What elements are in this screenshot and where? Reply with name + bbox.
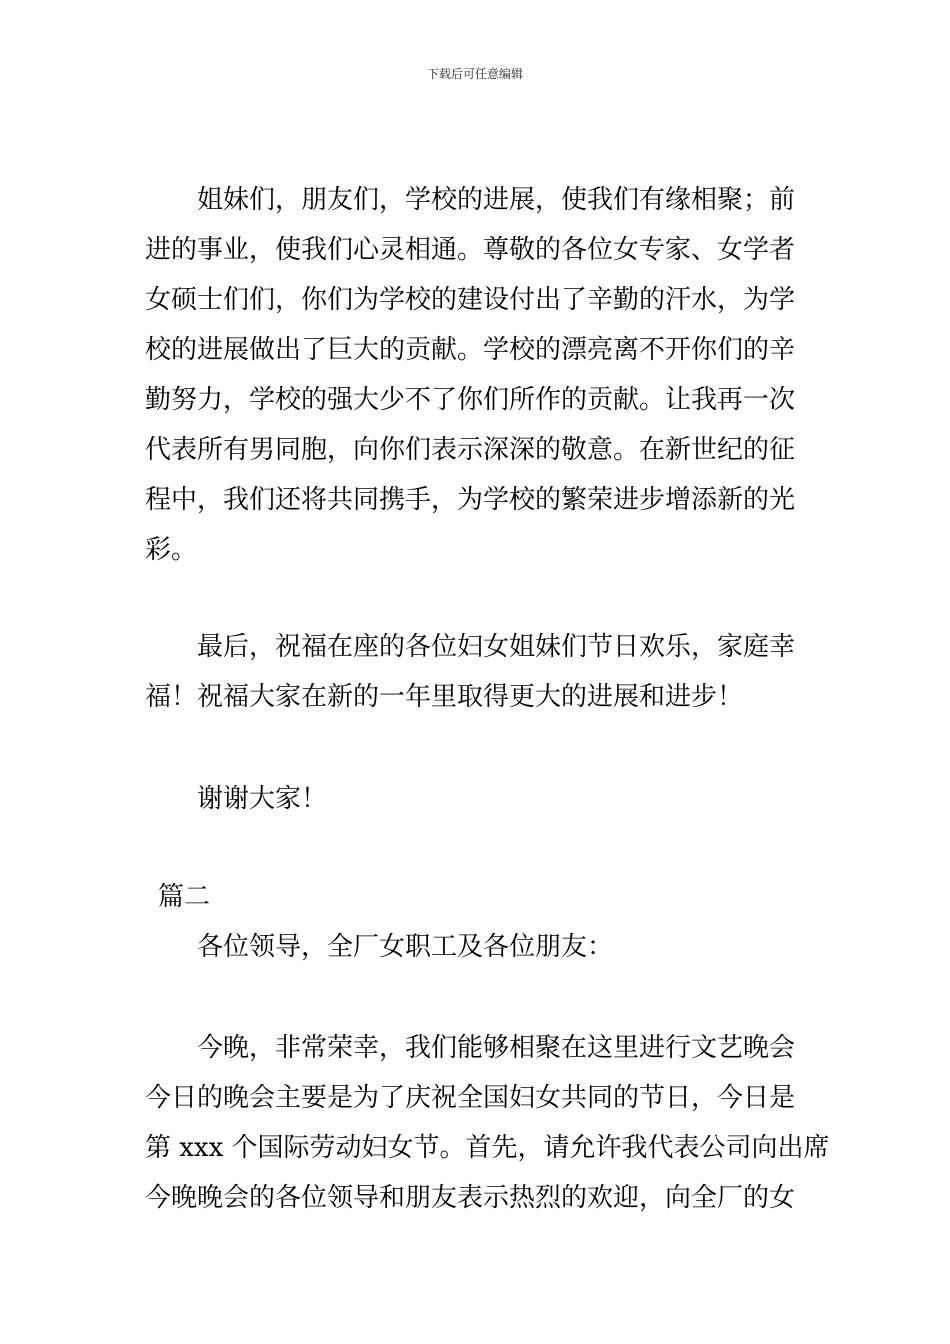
- greeting: [145, 922, 825, 972]
- paragraph-1-line: 女硕士们们，你们为学校的建设付出了辛勤的汗水，为学: [145, 285, 796, 315]
- greeting-line: 各位领导，全厂女职工及各位朋友：: [197, 932, 614, 962]
- paragraph-4: [145, 1023, 830, 1223]
- paragraph-1-line: 校的进展做出了巨大的贡献。学校的漂亮离不开你们的辛: [145, 335, 796, 365]
- paragraph-1-line: 彩。: [145, 535, 198, 565]
- paragraph-2-line: 福！祝福大家在新的一年里取得更大的进展和进步！: [145, 682, 744, 712]
- paragraph-1: [145, 175, 825, 575]
- paragraph-2: [145, 622, 825, 722]
- paragraph-4-line: 今晚晚会的各位领导和朋友表示热烈的欢迎，向全厂的女: [145, 1183, 796, 1213]
- paragraph-4-line: 今晚，非常荣幸，我们能够相聚在这里进行文艺晚会: [197, 1033, 796, 1063]
- section-heading: 篇二: [158, 882, 211, 912]
- paragraph-1-line: 程中，我们还将共同携手，为学校的繁荣进步增添新的光: [145, 485, 796, 515]
- paragraph-1-line: 勤努力，学校的强大少不了你们所作的贡献。让我再一次: [145, 385, 796, 415]
- page-header-note: 下载后可任意编辑: [426, 67, 523, 81]
- paragraph-1-line: 姐妹们，朋友们，学校的进展，使我们有缘相聚；前: [197, 185, 796, 215]
- paragraph-4-line: 今日的晚会主要是为了庆祝全国妇女共同的节日，今日是: [145, 1083, 796, 1113]
- paragraph-1-line: 进的事业，使我们心灵相通。尊敬的各位女专家、女学者: [145, 235, 796, 265]
- paragraph-1-line: 代表所有男同胞，向你们表示深深的敬意。在新世纪的征: [145, 435, 796, 465]
- closing-thanks: 谢谢大家！: [197, 784, 328, 814]
- paragraph-2-line: 最后，祝福在座的各位妇女姐妹们节日欢乐，家庭幸: [197, 632, 796, 662]
- paragraph-3: [145, 774, 825, 824]
- paragraph-4-line: 第 xxx 个国际劳动妇女节。首先，请允许我代表公司向出席: [145, 1133, 830, 1163]
